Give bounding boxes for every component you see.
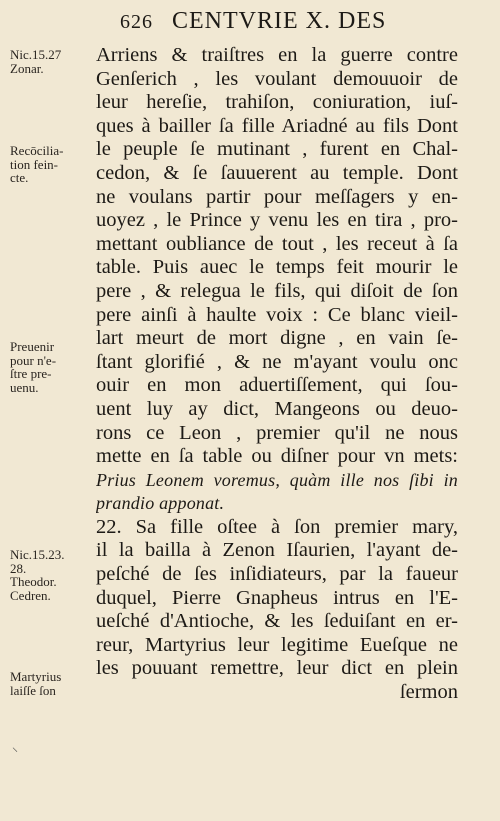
text-line: mette en ſa table ou diſner pour vn mets: [96,445,458,468]
margin-note [10,48,94,75]
text-line: ne voulans partir pour meſſagers y en- [96,185,458,208]
text-line: uent luy ay dict, Mangeons ou deuo- [96,397,458,420]
margin-note-line: cte. [10,170,29,185]
ink-speck-mark: ⸜ [12,740,19,754]
latin-quote-line: prandio apponat. [96,493,225,514]
margin-note-line: Recōcilia- [10,143,64,158]
text-line: Genſerich , les voulant demouuoir de [96,67,458,90]
text-line: duquel, Pierre Gnapheus intrus en l'E- [96,586,458,609]
text-line: uoyez , le Prince y venu les en tira , pro- [96,209,458,232]
margin-note-line: Nic.15.23. [10,547,65,562]
text-line: table. Puis auec le temps feit mourir le [96,256,458,279]
margin-note-line: Martyrius [10,669,62,684]
margin-note-line: ſtre pre- [10,366,52,381]
margin-note-line: pour n'e- [10,352,57,368]
page-number: 626 [120,11,153,33]
text-line: il la bailla à Zenon Iſaurien, l'ayant de- [96,539,458,562]
body-text [96,44,458,705]
margin-note [10,670,94,697]
text-line: 22. Sa fille oſtee à ſon premier mary, [96,515,458,538]
running-title: CENTVRIE X. DES [172,8,387,34]
text-line: les pouuant remettre, leur dict en plein [96,657,458,680]
text-line: leur hereſie, trahiſon, coniuration, iuſ- [96,91,458,114]
text-line: pere ainſi à haulte voix : Ce blanc vieil- [96,303,458,326]
margin-note-line: Theodor. [10,574,57,589]
margin-note-line: Zonar. [10,60,44,76]
margin-note-line: Preuenir [10,339,55,354]
text-line: reur, Martyrius leur legitime Eueſque ne [96,633,458,656]
text-line: le peuple ſe mutinant , furent en Chal- [96,138,458,161]
margin-note-line: Cedren. [10,587,51,603]
latin-quote-line: Prius Leonem voremus, quàm ille nos ſibi in [96,469,458,490]
margin-note [10,548,94,602]
text-line: pere , & relegua le fils, qui diſoit de ſon [96,279,458,302]
margin-note-line: Nic.15.27 [10,47,62,62]
text-line: lart meurt de mort digne , en vain ſe- [96,327,458,350]
margin-note [10,340,94,394]
margin-note-line: uenu. [10,379,39,395]
page-header [120,8,460,35]
text-line: ques à bailler ſa fille Ariadné au fils Dont [96,114,458,137]
margin-note-line: tion fein- [10,156,59,172]
margin-note [10,144,94,185]
text-line: mettant oubliance de tout , les receut à ſa [96,232,458,255]
text-line: peſché de ſes inſidiateurs, par la faueur [96,563,458,586]
margin-note-line: 28. [10,560,27,576]
text-line: Arriens & traiſtres en la guerre contre [96,44,458,66]
text-line: cedon, & ſe ſauuerent au temple. Dont [96,161,458,184]
text-line: rons ce Leon , premier qu'il ne nous [96,421,458,444]
text-line: ouir en mon aduertiſſement, qui ſou- [96,374,458,397]
margin-note-line: laiſſe ſon [10,682,56,698]
text-line: ſermon [399,681,458,704]
text-line: ueſché d'Antioche, & les ſeduiſant en er- [96,610,458,633]
text-line: ſtant glorifié , & ne m'ayant voulu onc [96,350,458,373]
